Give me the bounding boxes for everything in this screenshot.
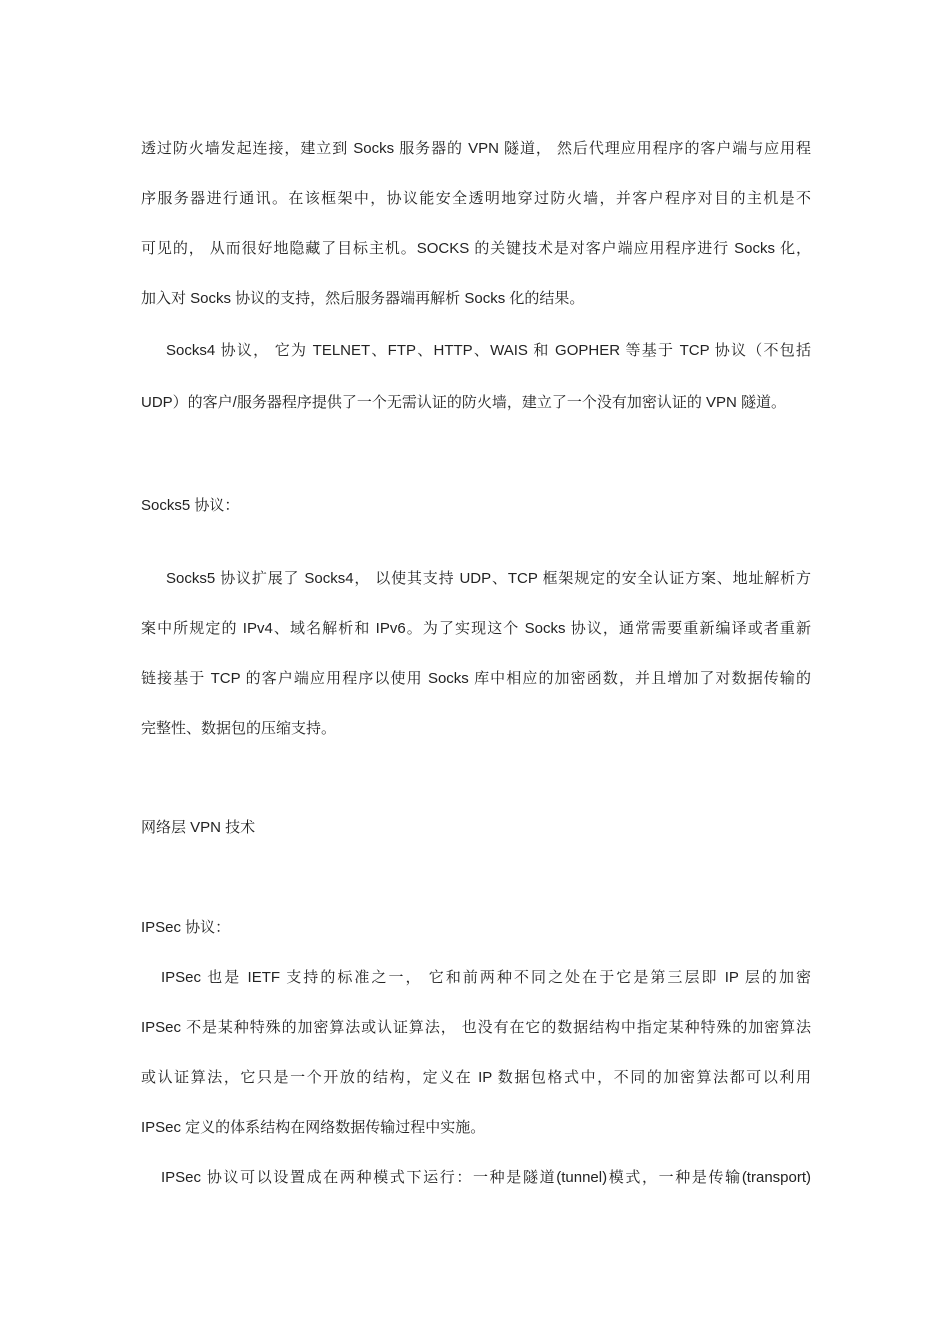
paragraph-line: 加入对 Socks 协议的支持，然后服务器端再解析 Socks 化的结果。 [141, 290, 585, 307]
section-heading: Socks5 协议： [141, 497, 240, 514]
paragraph-line: UDP）的客户/服务器程序提供了一个无需认证的防火墙，建立了一个没有加密认证的 VPN 隧道。 [141, 394, 787, 411]
paragraph-line: 透过防火墙发起连接，建立到 Socks 服务器的 VPN 隧道， 然后代理应用程序的客户端与应用程 [141, 140, 811, 157]
paragraph-line: 案中所规定的 IPv4、域名解析和 IPv6。为了实现这个 Socks 协议，通常需要重新编译或者重新 [141, 620, 811, 637]
paragraph-line: Socks5 协议扩展了 Socks4， 以使其支持 UDP、TCP 框架规定的安全认证方案、地址解析方 [166, 570, 811, 587]
paragraph-line: IPSec 不是某种特殊的加密算法或认证算法， 也没有在它的数据结构中指定某种特殊的加密算法 [141, 1019, 811, 1036]
section-heading: 网络层 VPN 技术 [141, 819, 256, 836]
paragraph-line: 序服务器进行通讯。在该框架中，协议能安全透明地穿过防火墙，并客户程序对目的主机是不 [141, 190, 811, 207]
paragraph-line: 可见的， 从而很好地隐藏了目标主机。SOCKS 的关键技术是对客户端应用程序进行 Socks 化， [141, 240, 811, 257]
paragraph-line: IPSec 也是 IETF 支持的标准之一， 它和前两种不同之处在于它是第三层即 IP 层的加密 [161, 969, 811, 986]
paragraph-line: 完整性、数据包的压缩支持。 [141, 720, 337, 737]
section-heading: IPSec 协议： [141, 919, 231, 936]
paragraph-line: IPSec 协议可以设置成在两种模式下运行：一种是隧道(tunnel)模式，一种是传输(transport) [161, 1169, 811, 1186]
paragraph-line: 或认证算法，它只是一个开放的结构，定义在 IP 数据包格式中，不同的加密算法都可以利用 [141, 1069, 811, 1086]
paragraph-line: 链接基于 TCP 的客户端应用程序以使用 Socks 库中相应的加密函数，并且增加了对数据传输的 [141, 670, 811, 687]
paragraph-line: IPSec 定义的体系结构在网络数据传输过程中实施。 [141, 1119, 486, 1136]
paragraph-line: Socks4 协议， 它为 TELNET、FTP、HTTP、WAIS 和 GOPHER 等基于 TCP 协议（不包括 [166, 342, 811, 359]
